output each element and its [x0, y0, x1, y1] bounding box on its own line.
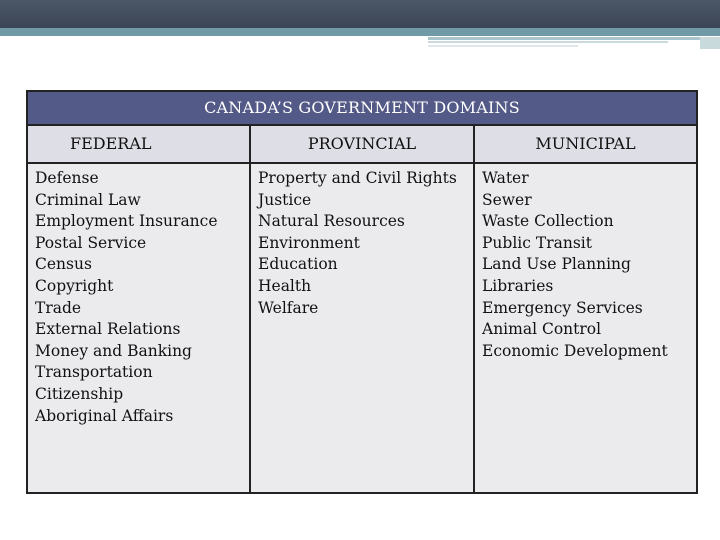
- decorative-line: [428, 41, 668, 43]
- list-item: Justice: [258, 190, 312, 209]
- list-item: Environment: [258, 233, 360, 252]
- municipal-column: [475, 126, 696, 492]
- list-item: Copyright: [35, 276, 114, 295]
- list-item: Money and Banking: [35, 341, 192, 360]
- list-item: Criminal Law: [35, 190, 141, 209]
- list-item: Water: [482, 169, 529, 187]
- list-item: Transportation: [35, 363, 153, 382]
- list-item: Sewer: [482, 190, 532, 209]
- column-header-provincial: PROVINCIAL: [307, 134, 417, 153]
- list-item: External Relations: [35, 320, 181, 339]
- list-item: Aboriginal Affairs: [35, 406, 174, 425]
- list-item: Education: [258, 255, 338, 274]
- list-item: Health: [258, 276, 312, 295]
- federal-list: [28, 164, 249, 427]
- list-item: Employment Insurance: [35, 212, 218, 231]
- list-item: Natural Resources: [258, 212, 405, 231]
- decorative-corner: [700, 37, 720, 49]
- provincial-column: [251, 126, 475, 492]
- list-item: Emergency Services: [482, 298, 643, 317]
- list-item: Libraries: [482, 276, 554, 295]
- government-domains-table: [26, 90, 698, 494]
- list-item: Census: [35, 255, 92, 274]
- decorative-line: [428, 45, 578, 47]
- table-title: CANADA’S GOVERNMENT DOMAINS: [204, 98, 520, 117]
- slide-top-band: [0, 0, 720, 28]
- list-item: Citizenship: [35, 384, 124, 403]
- decorative-line: [428, 37, 720, 40]
- municipal-list: [475, 164, 696, 362]
- list-item: Defense: [35, 169, 99, 187]
- column-header-municipal: MUNICIPAL: [535, 134, 636, 153]
- federal-column: [28, 126, 251, 492]
- table-title-row: [28, 92, 696, 126]
- column-header-federal: FEDERAL: [70, 134, 152, 153]
- list-item: Economic Development: [482, 341, 668, 360]
- list-item: Land Use Planning: [482, 255, 631, 274]
- list-item: Postal Service: [35, 233, 147, 252]
- list-item: Animal Control: [482, 320, 602, 339]
- provincial-list: [251, 164, 473, 319]
- slide-accent-stripe: [0, 28, 720, 36]
- list-item: Welfare: [258, 298, 319, 317]
- list-item: Trade: [35, 298, 82, 317]
- list-item: Waste Collection: [482, 212, 614, 231]
- list-item: Property and Civil Rights: [258, 169, 457, 187]
- list-item: Public Transit: [482, 233, 592, 252]
